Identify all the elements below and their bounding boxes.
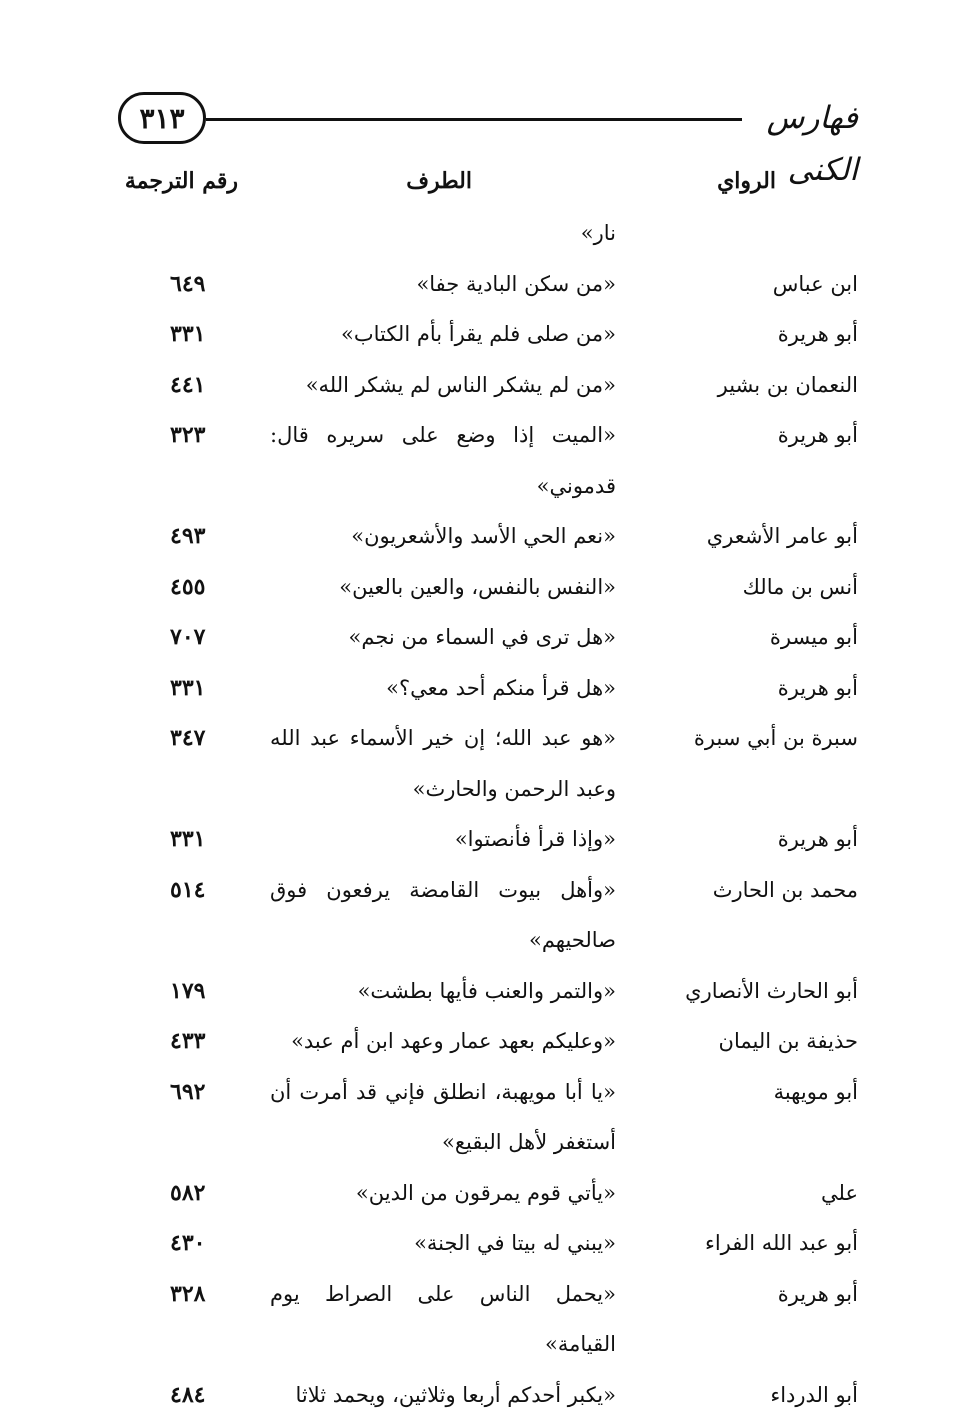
table-row bbox=[118, 259, 858, 310]
narrator-cell: علي bbox=[653, 1168, 858, 1219]
table-row bbox=[118, 1016, 858, 1067]
narrator-cell: سبرة بن أبي سبرة bbox=[653, 713, 858, 764]
table-row bbox=[118, 865, 858, 966]
table-row bbox=[118, 814, 858, 865]
column-headers bbox=[118, 168, 858, 202]
table-row bbox=[118, 562, 858, 613]
page-number-badge: ٣١٣ bbox=[118, 92, 206, 144]
index-table bbox=[118, 208, 858, 1420]
narrator-cell: أبو هريرة bbox=[653, 410, 858, 461]
table-row bbox=[118, 1218, 858, 1269]
narrator-cell: أبو عبد الله الفراء bbox=[653, 1218, 858, 1269]
hadith-cell: «يبني له بيتا في الجنة» bbox=[270, 1218, 616, 1269]
entry-number-cell: ٤٤١ bbox=[170, 360, 230, 411]
narrator-cell: أنس بن مالك bbox=[653, 562, 858, 613]
narrator-cell: أبو هريرة bbox=[653, 663, 858, 714]
entry-number-cell: ٣٢٣ bbox=[170, 410, 230, 461]
narrator-cell: محمد بن الحارث bbox=[653, 865, 858, 916]
hadith-cell: «يا أبا مويهبة، انطلق فإني قد أمرت أن أستغفر لأهل البقيع» bbox=[270, 1067, 616, 1168]
narrator-cell: أبو الدرداء bbox=[653, 1370, 858, 1420]
entry-number-cell: ٤٨٤ bbox=[170, 1370, 230, 1420]
hadith-cell: «وأهل بيوت القامضة يرفعون فوق صالحيهم» bbox=[270, 865, 616, 966]
column-header-hadith: الطرف bbox=[406, 168, 472, 194]
entry-number-cell: ٤٣٠ bbox=[170, 1218, 230, 1269]
table-row bbox=[118, 966, 858, 1017]
entry-number-cell: ٤٥٥ bbox=[170, 562, 230, 613]
hadith-cell: «من سكن البادية جفا» bbox=[270, 259, 616, 310]
table-row bbox=[118, 511, 858, 562]
hadith-cell: «الميت إذا وضع على سريره قال: قدموني» bbox=[270, 410, 616, 511]
narrator-cell: أبو عامر الأشعري bbox=[653, 511, 858, 562]
hadith-cell: «يحمل الناس على الصراط يوم القيامة» bbox=[270, 1269, 616, 1370]
header-rule bbox=[206, 118, 742, 121]
running-header bbox=[118, 92, 858, 152]
table-row bbox=[118, 663, 858, 714]
entry-number-cell: ٣٣١ bbox=[170, 309, 230, 360]
hadith-cell: «هل قرأ منكم أحد معي؟» bbox=[270, 663, 616, 714]
entry-number-cell: ٥٨٢ bbox=[170, 1168, 230, 1219]
table-row bbox=[118, 208, 858, 259]
table-row bbox=[118, 360, 858, 411]
hadith-cell: «نعم الحي الأسد والأشعريون» bbox=[270, 511, 616, 562]
narrator-cell: أبو مويهبة bbox=[653, 1067, 858, 1118]
entry-number-cell: ٥١٤ bbox=[170, 865, 230, 916]
column-header-narrator: الرواي bbox=[717, 168, 776, 194]
hadith-cell: «النفس بالنفس، والعين بالعين» bbox=[270, 562, 616, 613]
narrator-cell: النعمان بن بشير bbox=[653, 360, 858, 411]
narrator-cell: أبو هريرة bbox=[653, 1269, 858, 1320]
table-row bbox=[118, 410, 858, 511]
table-row bbox=[118, 309, 858, 360]
hadith-cell: «وعليكم بعهد عمار وعهد ابن أم عبد» bbox=[270, 1016, 616, 1067]
entry-number-cell: ٦٩٢ bbox=[170, 1067, 230, 1118]
hadith-cell: «وإذا قرأ فأنصتوا» bbox=[270, 814, 616, 865]
narrator-cell: أبو ميسرة bbox=[653, 612, 858, 663]
entry-number-cell: ٤٣٣ bbox=[170, 1016, 230, 1067]
table-row bbox=[118, 713, 858, 814]
entry-number-cell: ٣٣١ bbox=[170, 814, 230, 865]
hadith-cell: نار» bbox=[270, 208, 616, 259]
entry-number-cell: ٣٣١ bbox=[170, 663, 230, 714]
table-row bbox=[118, 612, 858, 663]
entry-number-cell: ٦٤٩ bbox=[170, 259, 230, 310]
entry-number-cell: ٣٤٧ bbox=[170, 713, 230, 764]
entry-number-cell: ٣٢٨ bbox=[170, 1269, 230, 1320]
table-row bbox=[118, 1269, 858, 1370]
narrator-cell: أبو الحارث الأنصاري bbox=[653, 966, 858, 1017]
hadith-cell: «يكبر أحدكم أربعا وثلاثين، ويحمد ثلاثا bbox=[270, 1370, 616, 1420]
entry-number-cell: ٧٠٧ bbox=[170, 612, 230, 663]
narrator-cell: حذيفة بن اليمان bbox=[653, 1016, 858, 1067]
entry-number-cell: ١٧٩ bbox=[170, 966, 230, 1017]
narrator-cell: أبو هريرة bbox=[653, 309, 858, 360]
hadith-cell: «من صلى فلم يقرأ بأم الكتاب» bbox=[270, 309, 616, 360]
hadith-cell: «هو عبد الله؛ إن خير الأسماء عبد الله وعبد الرحمن والحارث» bbox=[270, 713, 616, 814]
hadith-cell: «والتمر والعنب فأيها بطشت» bbox=[270, 966, 616, 1017]
hadith-cell: «هل ترى في السماء من نجم» bbox=[270, 612, 616, 663]
entry-number-cell: ٤٩٣ bbox=[170, 511, 230, 562]
table-row bbox=[118, 1067, 858, 1168]
hadith-cell: «يأتي قوم يمرقون من الدين» bbox=[270, 1168, 616, 1219]
table-row bbox=[118, 1370, 858, 1420]
header-title: فهارس الكنى bbox=[742, 92, 858, 196]
column-header-number: رقم الترجمة bbox=[125, 168, 238, 194]
table-row bbox=[118, 1168, 858, 1219]
hadith-cell: «من لم يشكر الناس لم يشكر الله» bbox=[270, 360, 616, 411]
narrator-cell: ابن عباس bbox=[653, 259, 858, 310]
narrator-cell: أبو هريرة bbox=[653, 814, 858, 865]
